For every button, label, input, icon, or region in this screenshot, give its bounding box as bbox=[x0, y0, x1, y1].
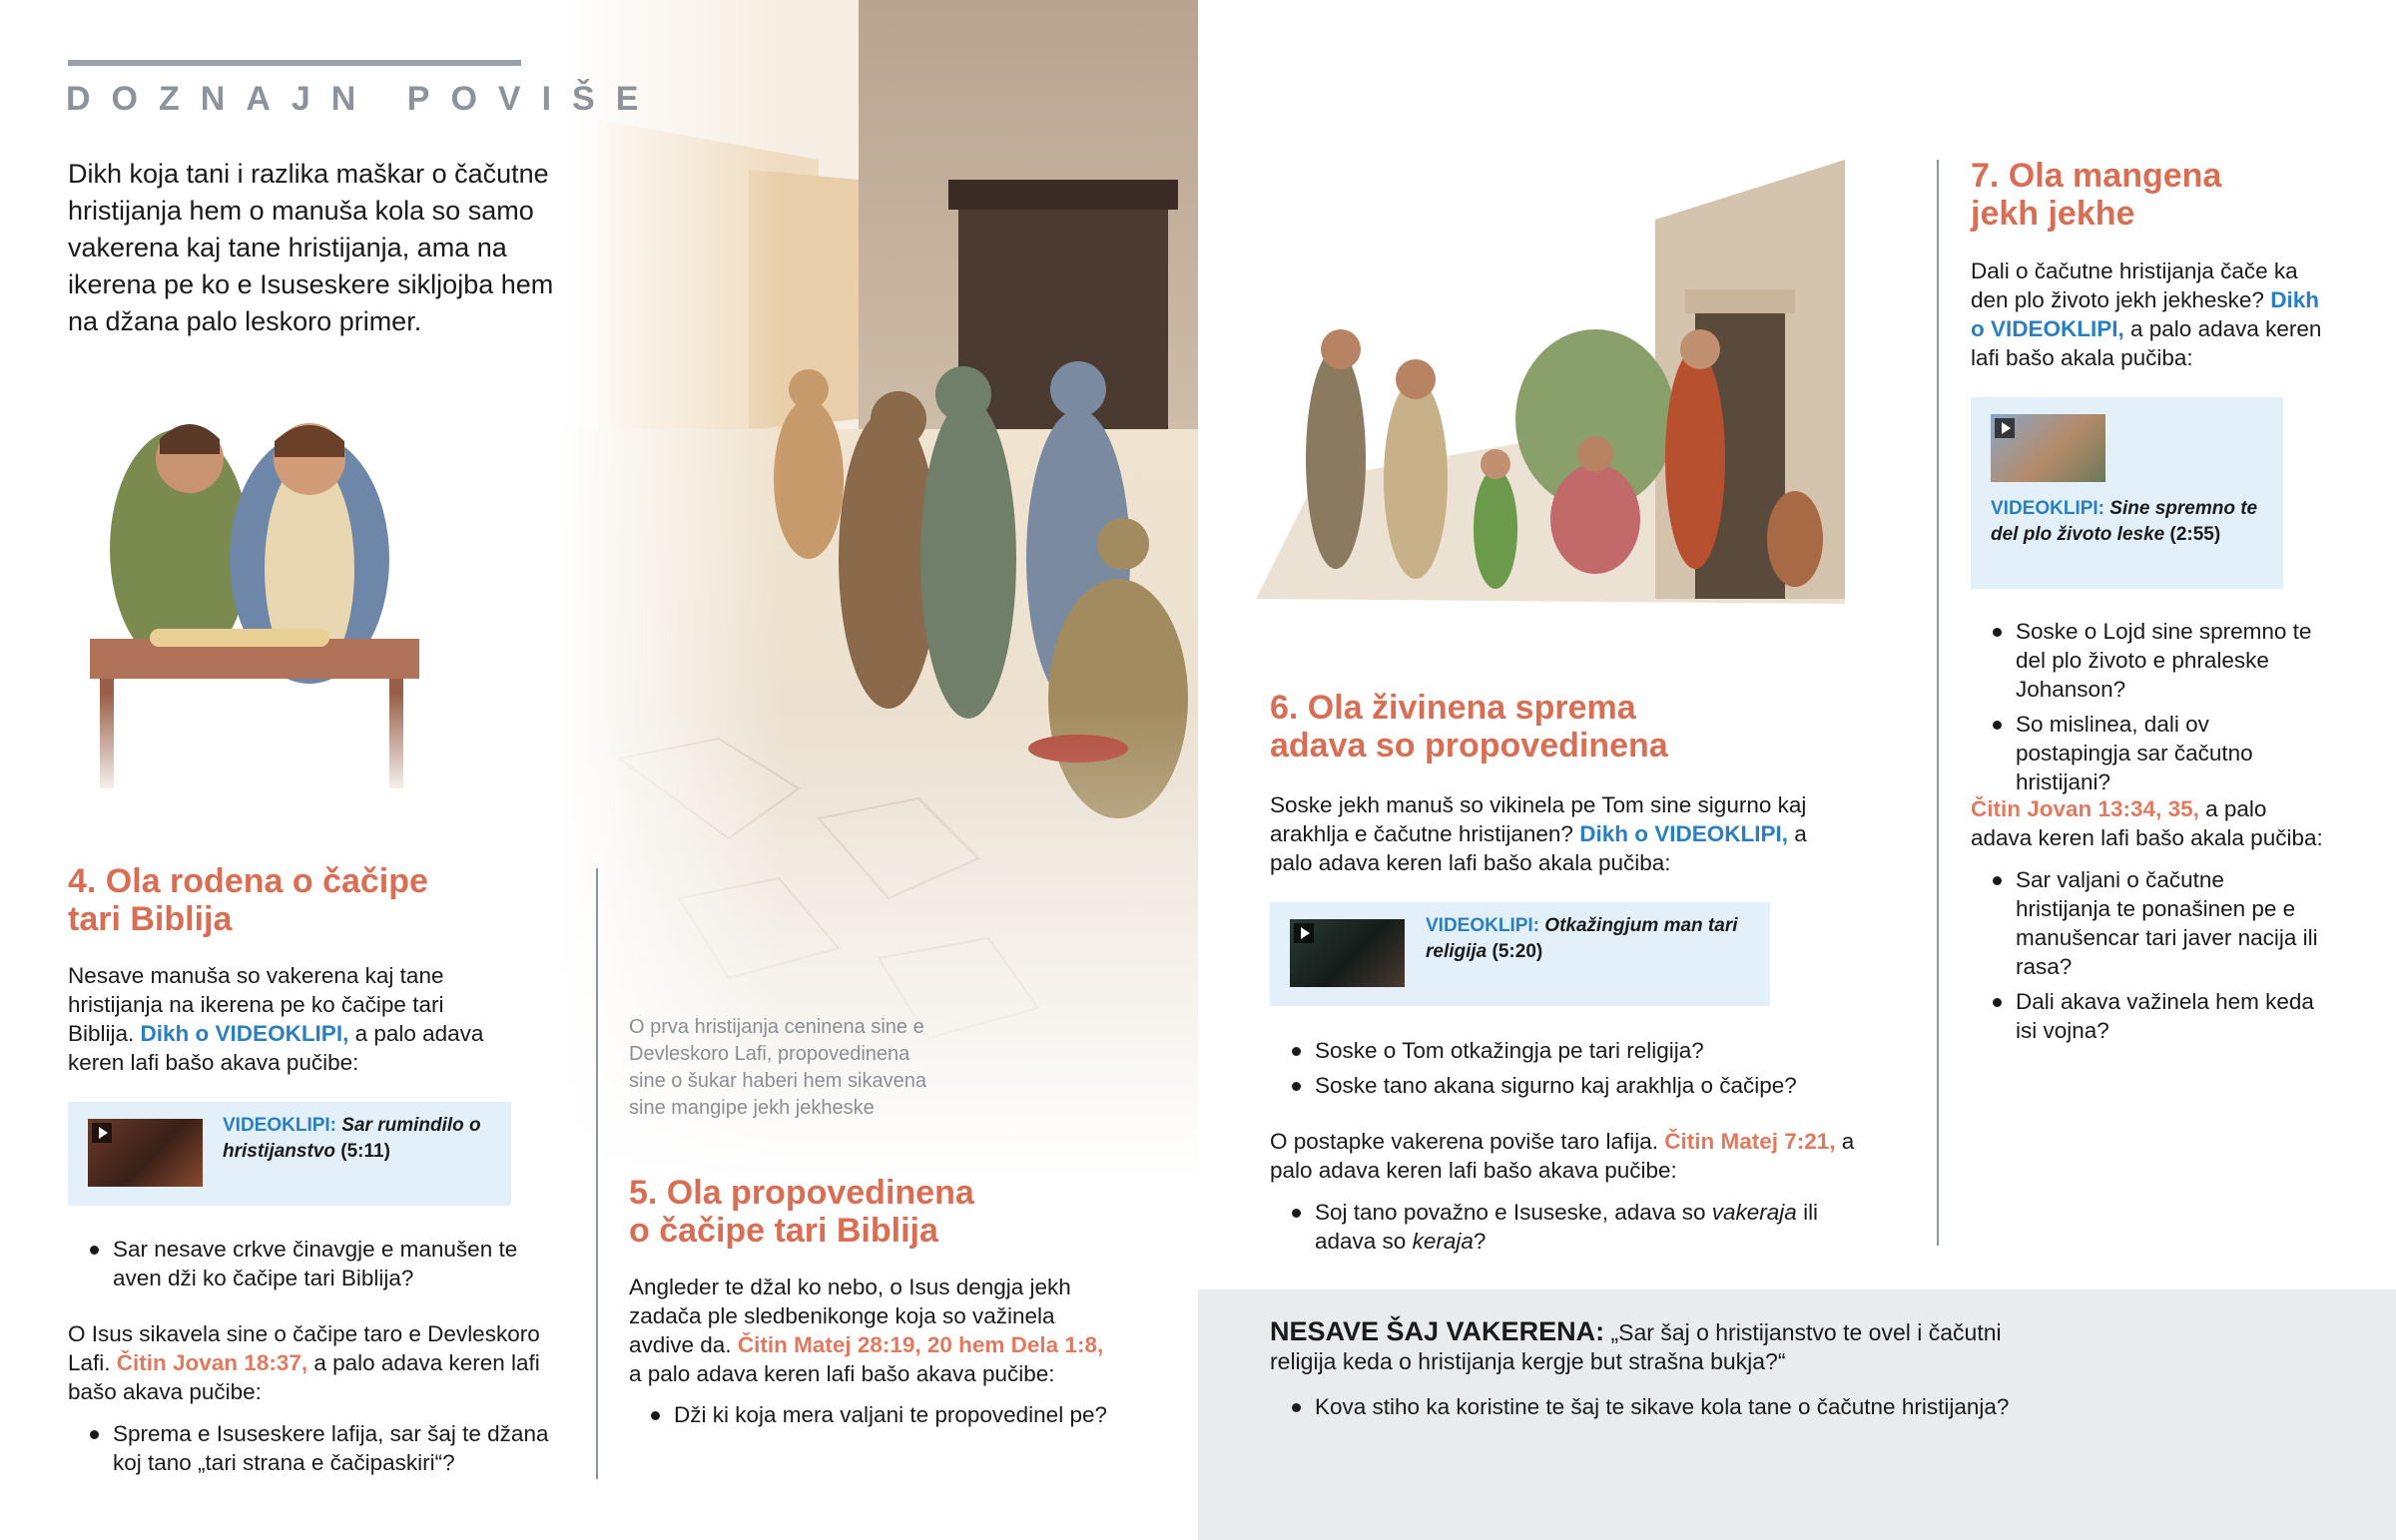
bullet-item: Dži ki koja mera valjani te propovedinel pe? bbox=[629, 1400, 1168, 1429]
video-label: VIDEOKLIPI: bbox=[223, 1115, 337, 1136]
section-7-title bbox=[1971, 157, 2350, 233]
section-5-title-line1: 5. Ola propovedinena bbox=[629, 1174, 974, 1212]
section-7-paragraph-2 bbox=[1971, 794, 2330, 852]
section-7-paragraph-1 bbox=[1971, 257, 2330, 372]
section-6-video-link[interactable]: Dikh o VIDEOKLIPI, bbox=[1579, 821, 1788, 846]
play-icon[interactable] bbox=[1294, 923, 1314, 943]
page-kicker: DOZNAJN POVIŠE bbox=[66, 80, 660, 118]
section-6-p1-tail: a palo adava keren lafi bašo akala pučiba: bbox=[1270, 821, 1807, 875]
section-6-paragraph-1 bbox=[1270, 790, 1839, 877]
video-title: Sar rumindilo o hristijanstvo bbox=[223, 1115, 481, 1162]
section-7-bullets-1 bbox=[1971, 617, 2320, 802]
section-5-paragraph-1 bbox=[629, 1273, 1108, 1388]
section-4-paragraph-2 bbox=[68, 1319, 557, 1406]
section-6-paragraph-2 bbox=[1270, 1127, 1869, 1185]
video-title: Otkažingjum man tari religija bbox=[1426, 915, 1738, 962]
video-label: VIDEOKLIPI: bbox=[1991, 498, 2105, 519]
bullet-item: Soske o Lojd sine spremno te del plo životo e phraleske Johanson? bbox=[1971, 617, 2320, 704]
section-7-bullets-2 bbox=[1971, 865, 2320, 1051]
video-label: VIDEOKLIPI: bbox=[1426, 915, 1540, 936]
bullet-item: Sar valjani o čačutne hristijanja te ponašinen pe e manušencar tari javer nacija ili rasa? bbox=[1971, 865, 2320, 981]
section-4-p1-tail: a palo adava keren lafi bašo akava pučibe: bbox=[68, 1021, 484, 1075]
bullet-item: Dali akava važinela hem keda isi vojna? bbox=[1971, 987, 2320, 1045]
section-4-p1-text: Nesave manuša so vakerena kaj tane hristijanja na ikerena pe ko čačipe tari Biblija. bbox=[68, 963, 444, 1046]
section-6-video-box[interactable] bbox=[1270, 902, 1770, 1006]
objection-statement bbox=[1270, 1317, 2029, 1376]
video-thumbnail[interactable] bbox=[1290, 919, 1405, 987]
carpenters-illustration bbox=[70, 379, 459, 798]
section-4-title-line2: tari Biblija bbox=[68, 900, 233, 938]
video-caption bbox=[223, 1113, 502, 1165]
bullet3-part-c: ? bbox=[1473, 1229, 1487, 1254]
section-5-scripture-ref[interactable]: Čitin Matej 28:19, 20 hem Dela 1:8, bbox=[737, 1332, 1104, 1357]
section-4-p2-tail: a palo adava keren lafi bašo akava pučibe: bbox=[68, 1350, 540, 1404]
bullet3-part-a: Soj tano považno e Isuseske, adava so bbox=[1315, 1200, 1712, 1225]
section-7-scripture-ref[interactable]: Čitin Jovan 13:34, 35, bbox=[1971, 796, 2199, 821]
section-7-title-line2: jekh jekhe bbox=[1971, 195, 2135, 233]
bullet-item: Sar nesave crkve činavgje e manušen te aven dži ko čačipe tari Biblija? bbox=[68, 1235, 547, 1292]
video-caption bbox=[1426, 913, 1755, 965]
play-icon[interactable] bbox=[92, 1123, 112, 1143]
bullet3-italic-1: vakeraja bbox=[1711, 1200, 1797, 1225]
section-4-video-link[interactable]: Dikh o VIDEOKLIPI, bbox=[140, 1021, 349, 1046]
section-4-title bbox=[68, 862, 547, 938]
section-7-p1-tail: a palo adava keren lafi bašo akala pučiba: bbox=[1971, 316, 2322, 370]
video-title: Sine spremno te del plo životo leske bbox=[1991, 498, 2258, 545]
bullet3-part-b: ili adava so bbox=[1315, 1200, 1819, 1254]
column-divider-1 bbox=[596, 868, 598, 1479]
section-6-title bbox=[1270, 689, 1829, 765]
section-5-bullets bbox=[629, 1400, 1168, 1435]
column-divider-2 bbox=[1937, 160, 1939, 1246]
section-6-bullets-2 bbox=[1270, 1198, 1829, 1262]
bullet-item bbox=[1270, 1198, 1829, 1256]
section-6-p1-text: Soske jekh manuš so vikinela pe Tom sine sigurno kaj arakhlja e čačutne hristijanen? bbox=[1270, 792, 1807, 846]
video-duration: (5:11) bbox=[340, 1141, 390, 1162]
family-illustration bbox=[1256, 160, 1845, 604]
section-6-title-line1: 6. Ola živinena sprema bbox=[1270, 689, 1636, 727]
section-4-paragraph-1 bbox=[68, 961, 487, 1077]
section-5-title bbox=[629, 1174, 1168, 1250]
section-6-p2-tail: a palo adava keren lafi bašo akava pučibe: bbox=[1270, 1129, 1855, 1183]
section-7-video-link[interactable]: Dikh o VIDEOKLIPI, bbox=[1971, 287, 2319, 341]
illustration-caption: O prva hristijanja ceninena sine e Devleskoro Lafi, propovedinena sine o šukar haberi hem sikavena sine mangipe jekh jekheske bbox=[629, 1016, 926, 1119]
video-duration: (2:55) bbox=[2169, 524, 2221, 545]
objection-bullets bbox=[1270, 1392, 2268, 1427]
section-4-bullets-1 bbox=[68, 1235, 547, 1298]
section-5-p1-tail: a palo adava keren lafi bašo akava pučibe: bbox=[629, 1361, 1055, 1386]
bullet-item: So mislinea, dali ov postapingja sar čačutno hristijani? bbox=[1971, 710, 2320, 796]
video-caption bbox=[1991, 496, 2270, 548]
play-icon[interactable] bbox=[1995, 418, 2015, 438]
section-6-bullets-1 bbox=[1270, 1036, 1869, 1106]
section-7-p2-tail: a palo adava keren lafi bašo akala pučiba: bbox=[1971, 796, 2323, 850]
section-4-bullets-2 bbox=[68, 1419, 567, 1483]
header-rule bbox=[68, 60, 521, 66]
section-4-p2-text: O Isus sikavela sine o čačipe taro e Devleskoro Lafi. bbox=[68, 1321, 540, 1375]
section-7-video-box[interactable] bbox=[1971, 397, 2283, 589]
bullet-item: Soske o Tom otkažingja pe tari religija? bbox=[1270, 1036, 1869, 1065]
objection-label: NESAVE ŠAJ VAKERENA: bbox=[1270, 1316, 1605, 1346]
street-scene-illustration bbox=[559, 0, 1198, 1178]
section-4-title-line1: 4. Ola rodena o čačipe bbox=[68, 862, 428, 900]
bullet3-italic-2: keraja bbox=[1412, 1229, 1474, 1254]
intro-text: Dikh koja tani i razlika maškar o čačutne hristijanja hem o manuša kola so samo vakerena kaj tane hristijanja, ama na ikerena pe ko e Isuseskere sikljojba hem na džana palo leskoro primer. bbox=[68, 159, 554, 336]
section-5-title-line2: o čačipe tari Biblija bbox=[629, 1212, 938, 1250]
section-6-title-line2: adava so propovedinena bbox=[1270, 727, 1668, 765]
section-5-p1-text: Angleder te džal ko nebo, o Isus dengja jekh zadača ple sledbenikonge koja so važinela avdive da. bbox=[629, 1275, 1071, 1357]
bullet-item: Sprema e Isuseskere lafija, sar šaj te džana koj tano „tari strana e čačipaskiri“? bbox=[68, 1419, 567, 1477]
section-6-p2-text: O postapke vakerena poviše taro lafija. bbox=[1270, 1129, 1665, 1154]
section-4-video-box[interactable] bbox=[68, 1102, 511, 1206]
section-7-title-line1: 7. Ola mangena bbox=[1971, 157, 2222, 195]
objection-quote: „Sar šaj o hristijanstvo te ovel i čačutni religija keda o hristijanja kergje but strašna bukja?“ bbox=[1270, 1319, 2002, 1374]
video-thumbnail[interactable] bbox=[1991, 414, 2105, 482]
video-duration: (5:20) bbox=[1492, 941, 1543, 962]
section-4-scripture-ref[interactable]: Čitin Jovan 18:37, bbox=[116, 1350, 308, 1375]
video-thumbnail[interactable] bbox=[88, 1119, 203, 1187]
bullet-item: Kova stiho ka koristine te šaj te sikave kola tane o čačutne hristijanja? bbox=[1270, 1392, 2268, 1421]
section-6-scripture-ref[interactable]: Čitin Matej 7:21, bbox=[1664, 1129, 1836, 1154]
bullet-item: Soske tano akana sigurno kaj arakhlja o čačipe? bbox=[1270, 1071, 1869, 1100]
section-7-p1-text: Dali o čačutne hristijanja čače ka den plo životo jekh jekheske? bbox=[1971, 258, 2298, 312]
